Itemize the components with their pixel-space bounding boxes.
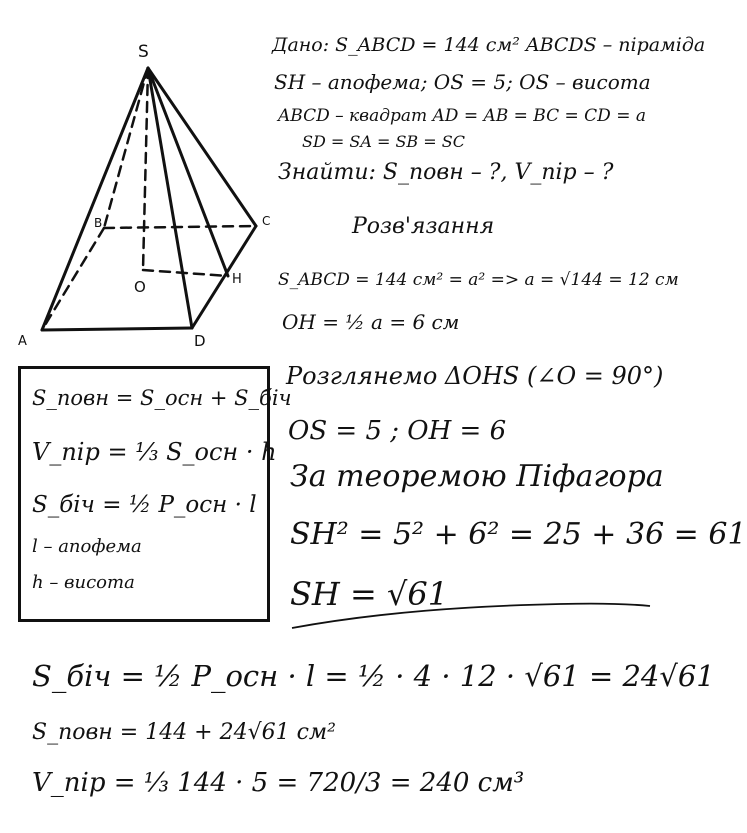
vertex-c-label: C <box>262 214 271 228</box>
vertex-s-label: S <box>138 42 149 62</box>
formula-5: h – висота <box>32 572 135 593</box>
solution-line-4: OS = 5 ; OH = 6 <box>288 416 507 446</box>
solution-line-7: SH = √61 <box>290 575 449 613</box>
solution-line-6: SH² = 5² + 6² = 25 + 36 = 61 <box>290 517 747 552</box>
vertex-d-label: D <box>194 332 206 350</box>
solution-line-2: OH = ½ a = 6 см <box>282 310 460 334</box>
vertex-o-label: O <box>134 278 146 296</box>
formula-2: V_пір = ⅓ S_осн · h <box>32 438 277 466</box>
formula-3: S_біч = ½ P_осн · l <box>32 492 257 518</box>
final-line-2: S_повн = 144 + 24√61 см² <box>32 720 336 745</box>
final-line-1: S_біч = ½ P_осн · l = ½ · 4 · 12 · √61 = 24√61 <box>32 659 715 693</box>
given-line-1: Дано: S_ABCD = 144 см² ABCDS – піраміда <box>272 34 706 56</box>
formula-1: S_повн = S_осн + S_біч <box>32 386 292 410</box>
point-h-label: H <box>232 272 242 287</box>
given-line-2: SH – апофема; OS = 5; OS – висота <box>274 70 651 94</box>
vertex-a-label: A <box>18 334 27 349</box>
given-line-3: ABCD – квадрат AD = AB = BC = CD = a <box>278 106 646 126</box>
formula-4: l – апофема <box>32 536 142 557</box>
vertex-b-label: B <box>94 216 103 230</box>
solution-line-3: Розглянемо ΔOHS (∠O = 90°) <box>286 362 664 390</box>
solution-line-5: За теоремою Піфагора <box>290 459 664 494</box>
solution-title: Розв'язання <box>352 214 495 239</box>
find-line: Знайти: S_повн – ?, V_пір – ? <box>278 160 614 185</box>
given-line-4: SD = SA = SB = SC <box>302 132 465 151</box>
final-line-3: V_пір = ⅓ 144 · 5 = 720/3 = 240 см³ <box>32 768 525 798</box>
solution-line-1: S_ABCD = 144 см² = a² => a = √144 = 12 см <box>278 270 679 290</box>
